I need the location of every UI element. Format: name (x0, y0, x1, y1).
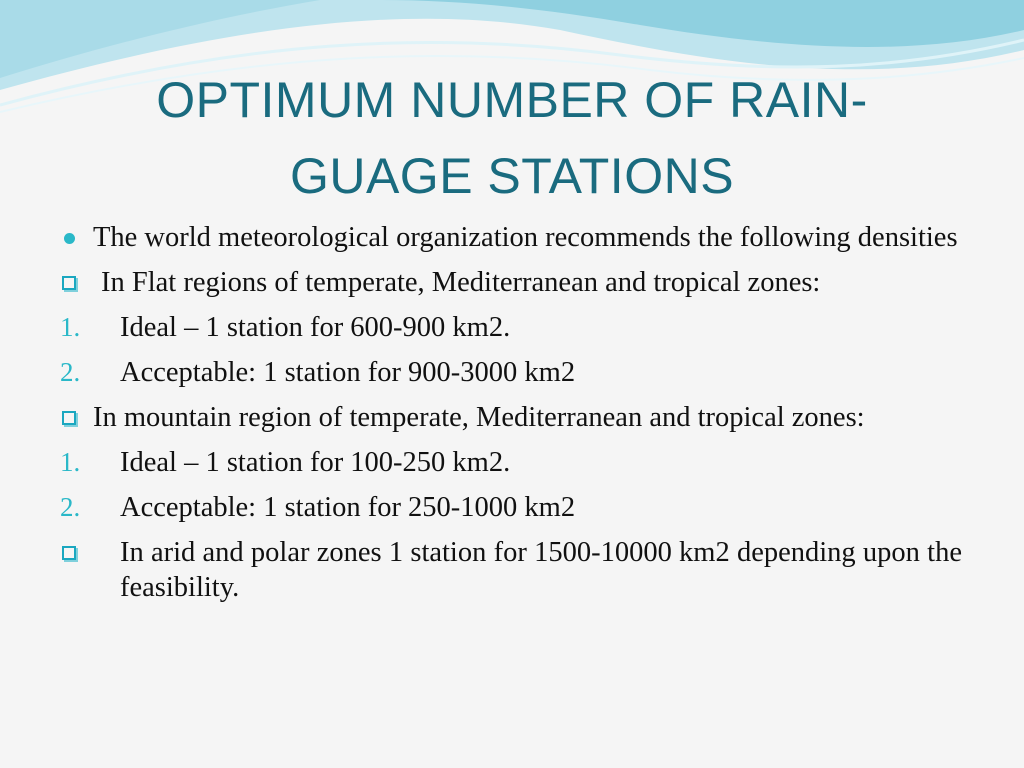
checkbox-bullet-icon (62, 276, 76, 290)
bullet-icon (64, 233, 75, 244)
list-item-text: In mountain region of temperate, Mediterranean and tropical zones: (93, 402, 865, 433)
list-item (0, 265, 1024, 300)
item-number: 2. (60, 492, 81, 522)
list-item (0, 400, 1024, 435)
list-item (0, 535, 1024, 605)
list-item-text: Acceptable: 1 station for 900-3000 km2 (120, 357, 576, 388)
numbered-item (0, 355, 1024, 390)
list-item (0, 220, 1024, 255)
checkbox-bullet-icon (62, 411, 76, 425)
content-list (0, 220, 1024, 605)
item-number: 2. (60, 357, 81, 387)
list-item-text: In arid and polar zones 1 station for 1500-10000 km2 depending upon the feasibility. (120, 537, 962, 603)
list-item-text: Acceptable: 1 station for 250-1000 km2 (120, 492, 576, 523)
numbered-item (0, 490, 1024, 525)
list-item-text: Ideal – 1 station for 600-900 km2. (120, 312, 511, 343)
page-title: OPTIMUM NUMBER OF RAIN-GUAGE STATIONS (156, 72, 868, 204)
list-item-text: In Flat regions of temperate, Mediterranean and tropical zones: (101, 267, 821, 298)
list-item-text: The world meteorological organization recommends the following densities (93, 222, 958, 253)
numbered-item (0, 310, 1024, 345)
checkbox-bullet-icon (62, 546, 76, 560)
numbered-item (0, 445, 1024, 480)
item-number: 1. (60, 312, 81, 342)
item-number: 1. (60, 447, 81, 477)
list-item-text: Ideal – 1 station for 100-250 km2. (120, 447, 511, 478)
